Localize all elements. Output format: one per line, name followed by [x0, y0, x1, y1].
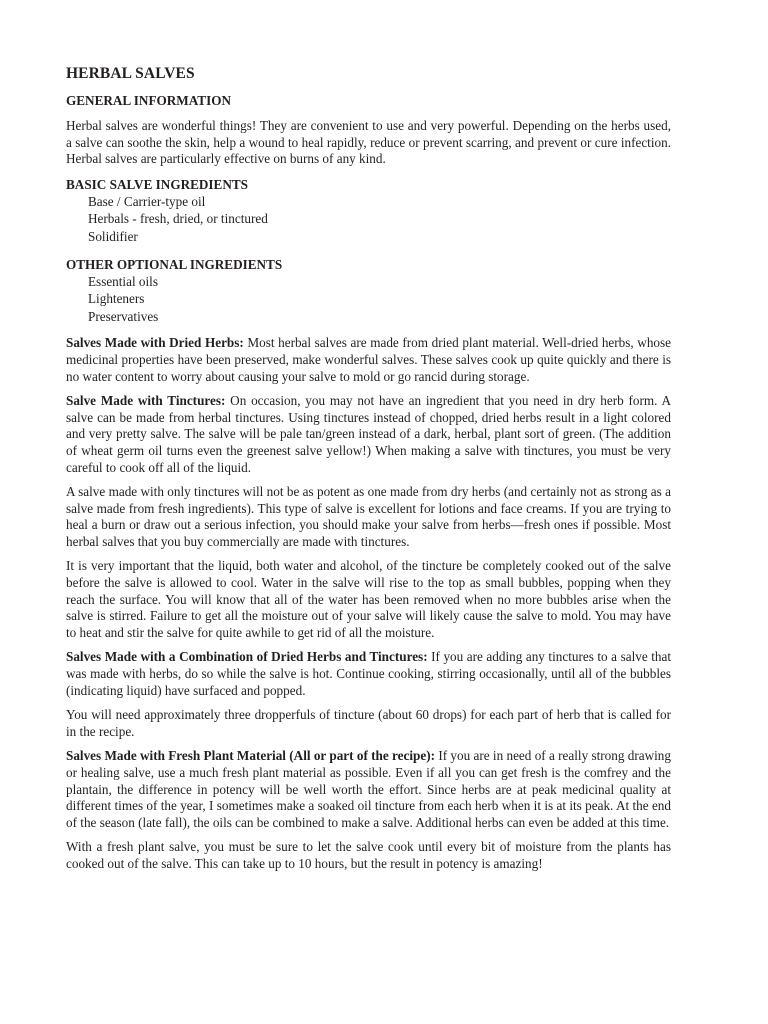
potency-paragraph: A salve made with only tinctures will not be as potent as one made from dry herbs (and certainly not as strong as a salve made from fresh ingredients). This type of salve is excellent for lotions and face creams. If you are trying to heal a burn or draw out a serious infection, you should make your salve from herbs—fresh ones if possible. Most herbal salves that you buy commercially are made with tinctures. — [66, 484, 671, 549]
general-paragraph: Herbal salves are wonderful things! They are convenient to use and very powerful. Depending on the herbs used, a salve can soothe the skin, help a wound to heal rapidly, reduce or prevent scarring, and prevent or cure infection. Herbal salves are particularly effective on burns of any kind. — [66, 118, 671, 167]
fresh-plant-text: If you are in need of a really strong drawing or healing salve, use a much fresh plant material as possible. Even if all you can get fresh is the comfrey and the plantain, the difference in potency will be well worth the effort. Since herbs are at peak medicinal quality at different times of the year, I sometimes make a soaked oil tincture from each herb when it is at its peak. At the end of the season (late fall), the oils can be combined to make a salve. Additional herbs can even be added at this time. — [66, 748, 671, 830]
dropperfuls-paragraph: You will need approximately three dropperfuls of tincture (about 60 drops) for each part of herb that is called for in the recipe. — [66, 707, 671, 739]
combination-text: If you are adding any tinctures to a salve that was made with herbs, do so while the salve is hot. Continue cooking, stirring occasionally, until all of the bubbles (indicating liquid) have surfaced and popped. — [66, 649, 671, 698]
dried-herbs-lead: Salves Made with Dried Herbs: — [66, 335, 244, 351]
list-item: Solidifier — [88, 228, 138, 244]
list-item: Essential oils — [88, 273, 158, 289]
combination-lead: Salves Made with a Combination of Dried Herbs and Tinctures: — [66, 649, 428, 665]
basic-ingredients-list — [66, 193, 671, 246]
liquid-paragraph: It is very important that the liquid, both water and alcohol, of the tincture be completely cooked out of the salve before the salve is allowed to cool. Water in the salve will rise to the top as small bubbles, popping when they reach the surface. You will know that all of the water has been removed when no more bubbles arise when the salve is stirred. Failure to get all the moisture out of your salve will likely cause the salve to mold. You may have to heat and stir the salve for quite awhile to get rid of all the moisture. — [66, 558, 671, 640]
dried-herbs-paragraph — [66, 335, 671, 385]
list-item: Base / Carrier-type oil — [88, 193, 206, 209]
fresh-plant-paragraph — [66, 748, 671, 831]
basic-ingredients-heading: BASIC SALVE INGREDIENTS — [66, 176, 249, 192]
list-item: Herbals - fresh, dried, or tinctured — [88, 211, 268, 227]
general-heading: GENERAL INFORMATION — [66, 93, 231, 108]
list-item: Preservatives — [88, 308, 159, 324]
fresh-plant-lead: Salves Made with Fresh Plant Material (All or part of the recipe): — [66, 748, 435, 764]
fresh-plant-salve-paragraph: With a fresh plant salve, you must be sure to let the salve cook until every bit of moisture from the plants has cooked out of the salve. This can take up to 10 hours, but the result in potency is amazing! — [66, 839, 671, 871]
tinctures-paragraph — [66, 393, 671, 476]
tinctures-text: On occasion, you may not have an ingredient that you need in dry herb form. A salve can be made from herbal tinctures. Using tinctures instead of chopped, dried herbs result in a light colored and very pretty salve. The salve will be pale tan/green instead of a dark, herbal, plant sort of green. (The addition of wheat germ oil turns even the greenest salve yellow!) When making a salve with tinctures, you must be very careful to cook off all of the liquid. — [66, 393, 671, 475]
combination-paragraph — [66, 649, 671, 699]
tinctures-lead: Salve Made with Tinctures: — [66, 393, 226, 409]
dried-herbs-text: Most herbal salves are made from dried plant material. Well-dried herbs, whose medicinal properties have been preserved, make wonderful salves. These salves cook up quite quickly and there is no water content to worry about causing your salve to mold or go rancid during storage. — [66, 335, 671, 384]
optional-ingredients-list — [66, 273, 671, 326]
list-item: Lighteners — [88, 291, 145, 307]
optional-ingredients-heading: OTHER OPTIONAL INGREDIENTS — [66, 256, 283, 272]
document-page — [66, 64, 671, 881]
page-title: HERBAL SALVES — [66, 65, 195, 82]
